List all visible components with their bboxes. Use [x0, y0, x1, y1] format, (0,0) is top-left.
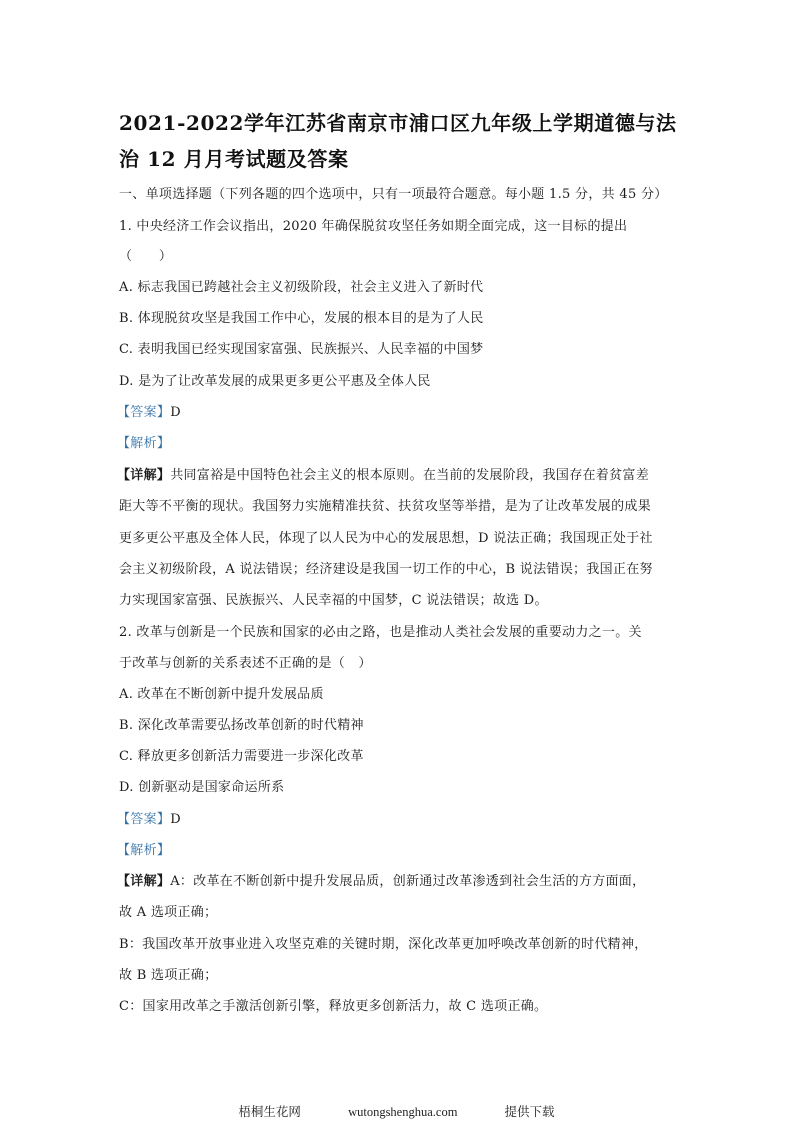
detail-text: 共同富裕是中国特色社会主义的根本原则。在当前的发展阶段，我国存在着贫富差: [170, 468, 650, 483]
question-2-stem-line-1: 2. 改革与创新是一个民族和国家的必由之路，也是推动人类社会发展的重要动力之一。关: [119, 625, 642, 640]
detail-text: A：改革在不断创新中提升发展品质，创新通过改革渗透到社会生活的方方面面，: [170, 874, 646, 889]
section-heading: 一、单项选择题（下列各题的四个选项中，只有一项最符合题意。每小题 1.5 分，共 45 分）: [119, 187, 668, 202]
analysis-label: 【解析】: [117, 436, 171, 451]
question-2-answer: [117, 811, 181, 829]
footer-site-url[interactable]: wutongshenghua.com: [348, 1105, 458, 1119]
detail-label: 【详解】: [117, 874, 171, 889]
document-title-line-2: 治 12 月月考试题及答案: [119, 147, 349, 171]
question-2-option-a: A. 改革在不断创新中提升发展品质: [119, 687, 324, 702]
question-2-analysis-label: [117, 842, 170, 860]
question-2-option-d: D. 创新驱动是国家命运所系: [119, 780, 285, 795]
question-2-detail-line-4: 故 B 选项正确；: [119, 968, 218, 983]
question-1-detail-line-2: 距大等不平衡的现状。我国努力实施精准扶贫、扶贫攻坚等举措，是为了让改革发展的成果: [119, 499, 652, 514]
question-2-detail-line-3: B：我国改革开放事业进入攻坚克难的关键时期，深化改革更加呼唤改革创新的时代精神，: [119, 937, 648, 952]
question-2-detail-line-2: 故 A 选项正确；: [119, 905, 218, 920]
answer-label: 【答案】: [117, 812, 171, 827]
question-2-stem-line-2: 于改革与创新的关系表述不正确的是（ ）: [119, 656, 372, 671]
document-title-line-1: 2021-2022学年江苏省南京市浦口区九年级上学期道德与法: [119, 111, 677, 135]
question-1-detail-line-5: 力实现国家富强、民族振兴、人民幸福的中国梦，C 说法错误；故选 D。: [119, 593, 548, 608]
page-footer: [0, 1102, 793, 1120]
footer-site-name: 梧桐生花网: [238, 1105, 301, 1119]
question-2-option-b: B. 深化改革需要弘扬改革创新的时代精神: [119, 718, 364, 733]
question-1-option-d: D. 是为了让改革发展的成果更多更公平惠及全体人民: [119, 374, 431, 389]
question-2-detail-line-1: [117, 873, 645, 891]
question-2-option-c: C. 释放更多创新活力需要进一步深化改革: [119, 749, 364, 764]
question-1-detail-line-1: [117, 467, 649, 485]
analysis-label: 【解析】: [117, 843, 171, 858]
question-1-answer: [117, 404, 181, 422]
detail-label: 【详解】: [117, 468, 171, 483]
question-2-detail-line-5: C：国家用改革之手激活创新引擎，释放更多创新活力，故 C 选项正确。: [119, 999, 548, 1014]
question-1-stem-line-2: （ ）: [119, 249, 173, 264]
answer-value: D: [170, 812, 181, 827]
question-1-analysis-label: [117, 435, 170, 453]
footer-note: 提供下载: [504, 1105, 555, 1119]
question-1-detail-line-4: 会主义初级阶段，A 说法错误；经济建设是我国一切工作的中心，B 说法错误；我国正在努: [119, 562, 653, 577]
question-1-option-b: B. 体现脱贫攻坚是我国工作中心，发展的根本目的是为了人民: [119, 311, 484, 326]
question-1-stem-line-1: 1. 中央经济工作会议指出，2020 年确保脱贫攻坚任务如期全面完成，这一目标的提出: [119, 219, 628, 234]
question-1-option-a: A. 标志我国已跨越社会主义初级阶段，社会主义进入了新时代: [119, 280, 484, 295]
question-1-option-c: C. 表明我国已经实现国家富强、民族振兴、人民幸福的中国梦: [119, 342, 484, 357]
question-1-detail-line-3: 更多更公平惠及全体人民，体现了以人民为中心的发展思想，D 说法正确；我国现正处于社: [119, 531, 653, 546]
answer-label: 【答案】: [117, 405, 171, 420]
answer-value: D: [170, 405, 181, 420]
